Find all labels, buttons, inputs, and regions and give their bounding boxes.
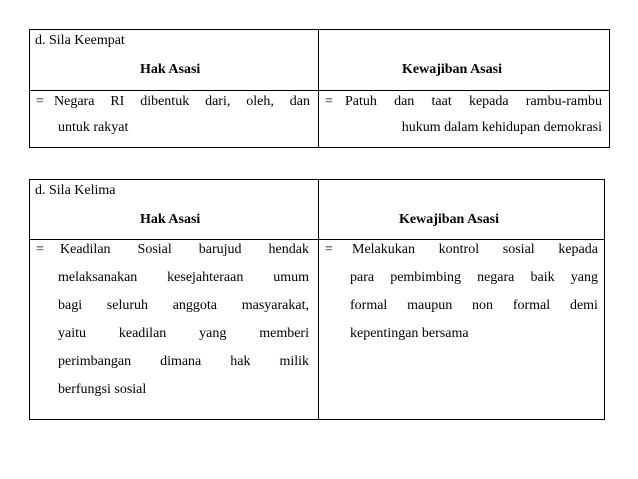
cell-text-line: Keadilan Sosial barujud hendak: [60, 242, 309, 257]
cell-text-line: yaitu keadilan yang memberi: [58, 326, 309, 341]
header-kewajiban-asasi: Kewajiban Asasi: [399, 212, 499, 227]
cell-text-line: perimbangan dimana hak milik: [58, 354, 309, 369]
bullet-marker: =: [325, 242, 333, 257]
header-kewajiban-asasi: Kewajiban Asasi: [402, 62, 502, 77]
cell-text-line: melaksanakan kesejahteraan umum: [58, 270, 309, 285]
cell-text-line: untuk rakyat: [58, 120, 129, 135]
cell-text-line: berfungsi sosial: [58, 382, 147, 397]
cell-text-line: bagi seluruh anggota masyarakat,: [58, 298, 309, 313]
section-label: d. Sila Kelima: [35, 183, 116, 198]
row-divider: [30, 90, 609, 91]
row-divider: [30, 239, 604, 240]
column-divider: [318, 180, 319, 419]
bullet-marker: =: [325, 94, 333, 109]
header-hak-asasi: Hak Asasi: [140, 212, 201, 227]
column-divider: [318, 30, 319, 147]
cell-text-line: Negara RI dibentuk dari, oleh, dan: [54, 94, 310, 109]
cell-text-line: Patuh dan taat kepada rambu-rambu: [345, 94, 602, 109]
header-hak-asasi: Hak Asasi: [140, 62, 201, 77]
cell-text-line: para pembimbing negara baik yang: [350, 270, 598, 285]
cell-text-line: hukum dalam kehidupan demokrasi: [401, 120, 602, 135]
cell-text-line: kepentingan bersama: [350, 326, 469, 341]
cell-text-line: formal maupun non formal demi: [350, 298, 598, 313]
bullet-marker: =: [36, 94, 44, 109]
cell-text-line: Melakukan kontrol sosial kepada: [352, 242, 598, 257]
bullet-marker: =: [36, 242, 44, 257]
section-label: d. Sila Keempat: [35, 33, 125, 48]
